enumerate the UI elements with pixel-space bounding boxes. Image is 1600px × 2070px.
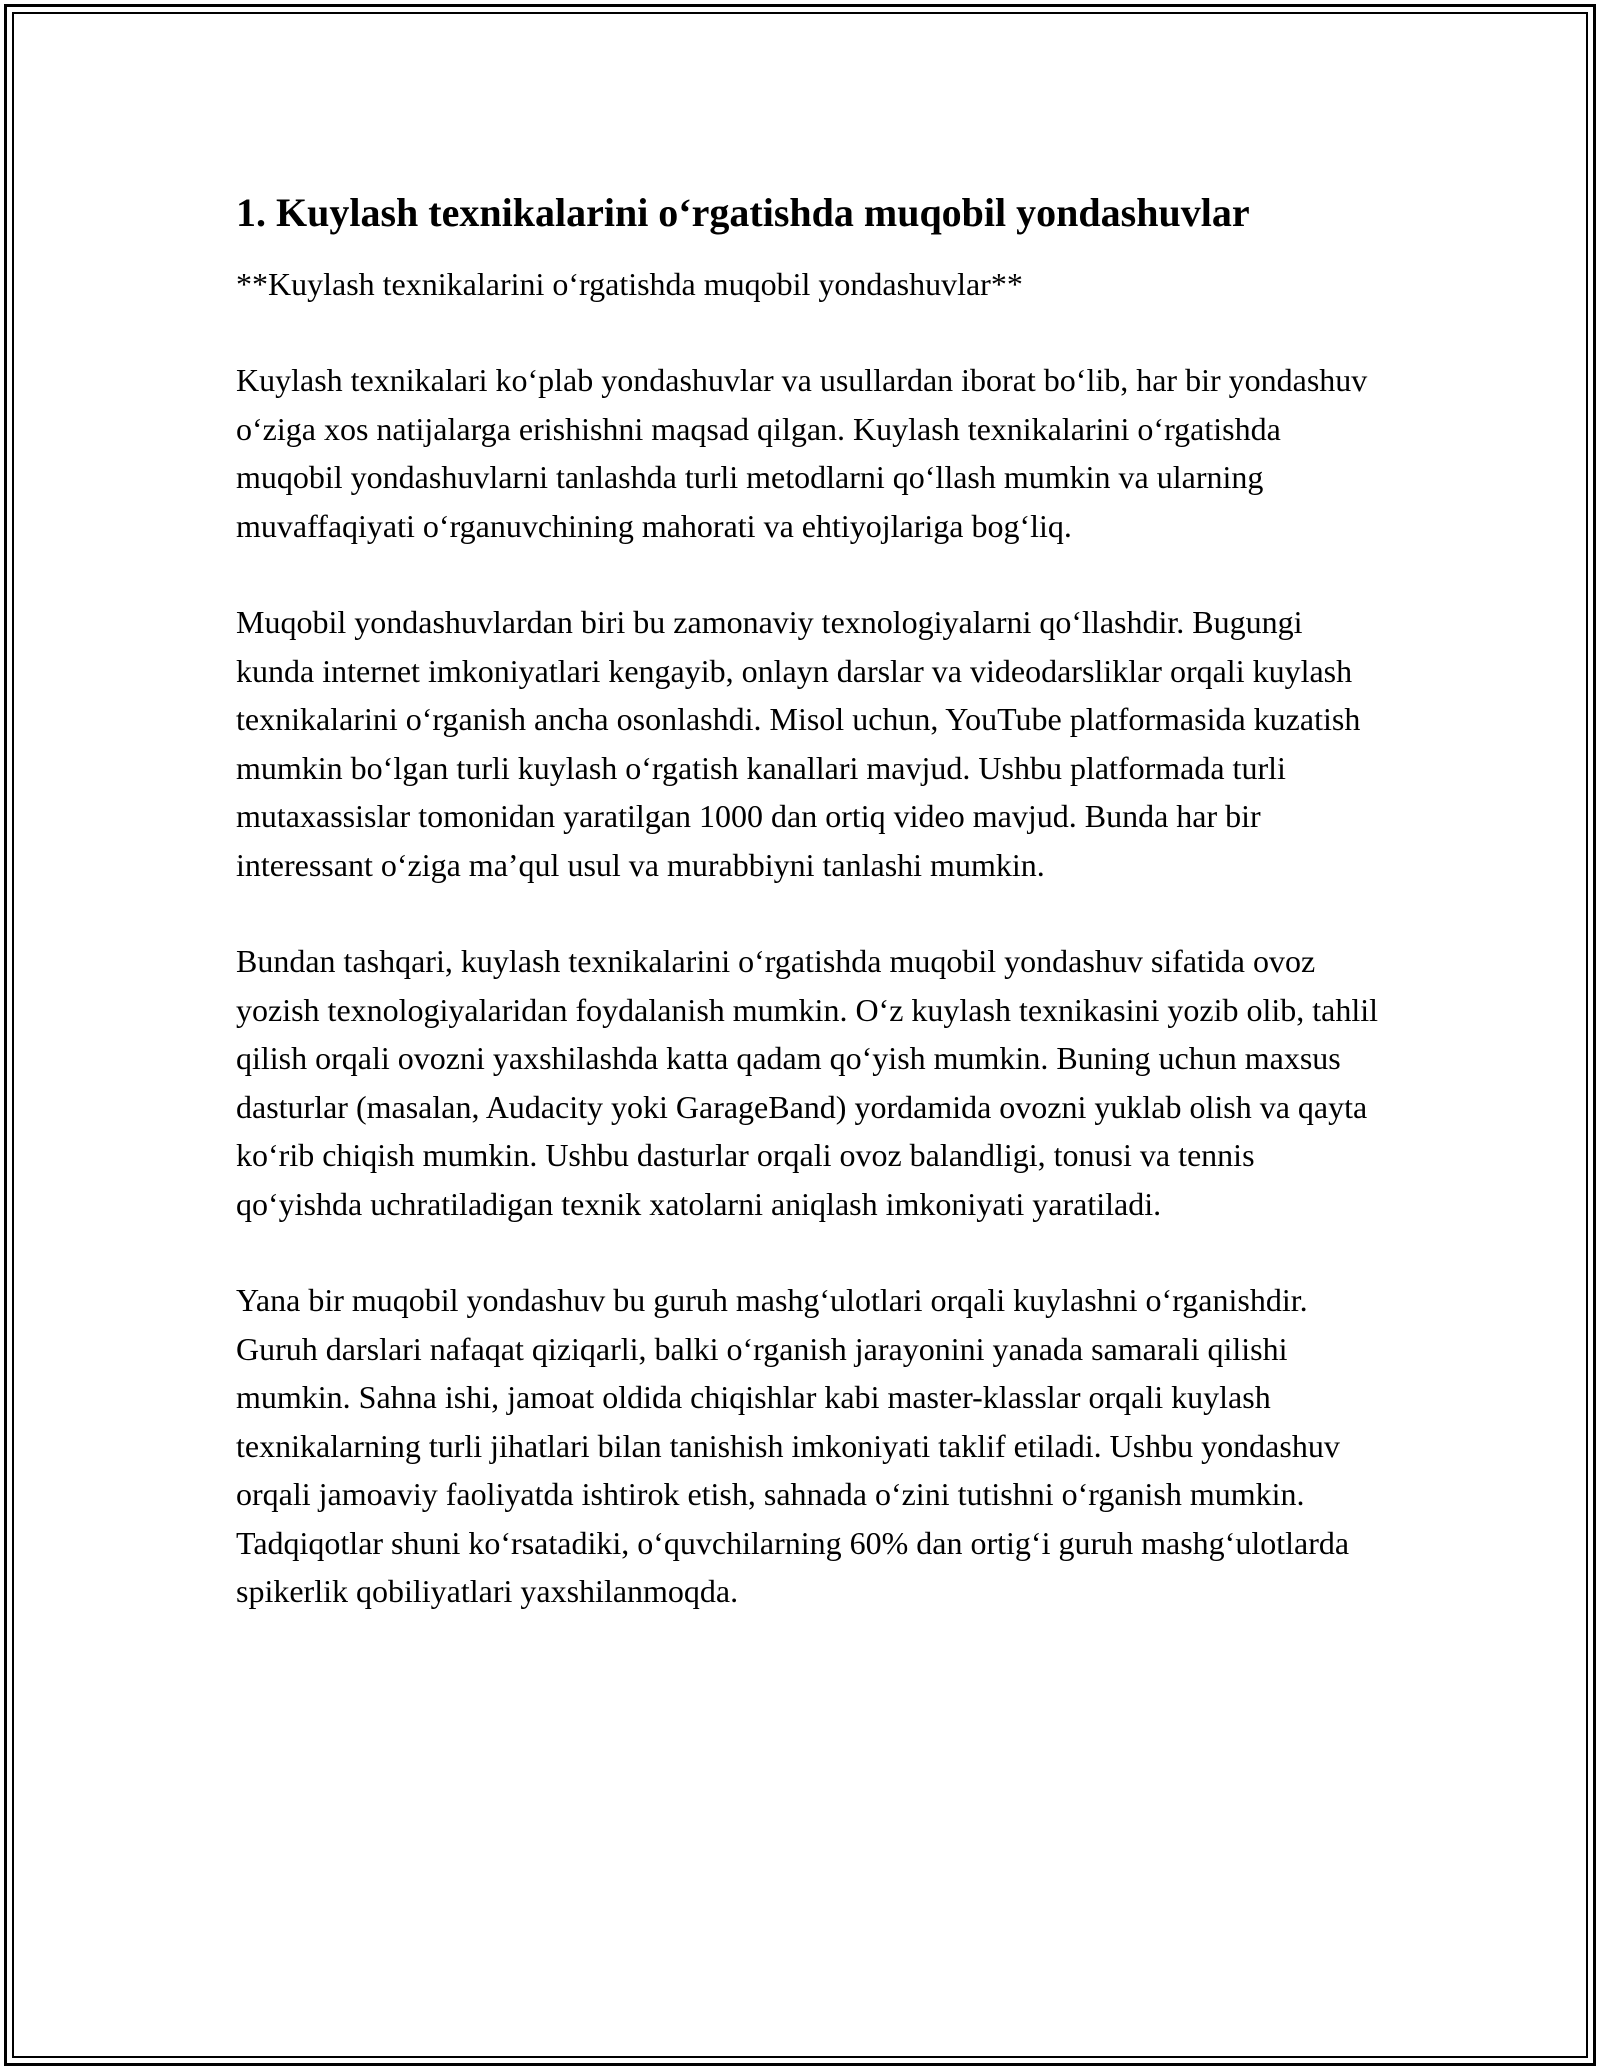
- paragraph-2: Muqobil yondashuvlardan biri bu zamonaviy texnologiyalarni qo‘llashdir. Bugungi kunda internet imkoniyatlari kengayib, onlayn darslar va videodarsliklar orqali kuylash texnikalarini o‘rganish ancha osonlashdi. Misol uchun, YouTube platformasida kuzatish mumkin bo‘lgan turli kuylash o‘rgatish kanallari mavjud. Ushbu platformada turli mutaxassislar tomonidan yaratilgan 1000 dan ortiq video mavjud. Bunda har bir interessant o‘ziga ma’qul usul va murabbiyni tanlashi mumkin.: [236, 604, 1361, 883]
- paragraph-1: Kuylash texnikalari ko‘plab yondashuvlar va usullardan iborat bo‘lib, har bir yondashuv o‘ziga xos natijalarga erishishni maqsad qilgan. Kuylash texnikalarini o‘rgatishda muqobil yondashuvlarni tanlashda turli metodlarni qo‘llash mumkin va ularning muvaffaqiyati o‘rganuvchining mahorati va ehtiyojlariga bog‘liq.: [236, 362, 1368, 544]
- paragraph-4: Yana bir muqobil yondashuv bu guruh mashg‘ulotlari orqali kuylashni o‘rganishdir. Guruh darslari nafaqat qiziqarli, balki o‘rganish jarayonini yanada samarali qilishi mumkin. Sahna ishi, jamoat oldida chiqishlar kabi master-klasslar orqali kuylash texnikalarning turli jihatlari bilan tanishish imkoniyati taklif etiladi. Ushbu yondashuv orqali jamoaviy faoliyatda ishtirok etish, sahnada o‘zini tutishni o‘rganish mumkin. Tadqiqotlar shuni ko‘rsatadiki, o‘quvchilarning 60% dan ortig‘i guruh mashg‘ulotlarda spikerlik qobiliyatlari yaxshilanmoqda.: [236, 1282, 1350, 1609]
- document-body: [236, 188, 1386, 1616]
- paragraph-3: Bundan tashqari, kuylash texnikalarini o‘rgatishda muqobil yondashuv sifatida ovoz yozish texnologiyalaridan foydalanish mumkin. O‘z kuylash texnikasini yozib olib, tahlil qilish orqali ovozni yaxshilashda katta qadam qo‘yish mumkin. Buning uchun maxsus dasturlar (masalan, Audacity yoki GarageBand) yordamida ovozni yuklab olish va qayta ko‘rib chiqish mumkin. Ushbu dasturlar orqali ovoz balandligi, tonusi va tennis qo‘yishda uchratiladigan texnik xatolarni aniqlash imkoniyati yaratiladi.: [236, 943, 1379, 1222]
- section-subtitle: **Kuylash texnikalarini o‘rgatishda muqobil yondashuvlar**: [236, 266, 1023, 302]
- section-heading: 1. Kuylash texnikalarini o‘rgatishda muqobil yondashuvlar: [236, 190, 1250, 235]
